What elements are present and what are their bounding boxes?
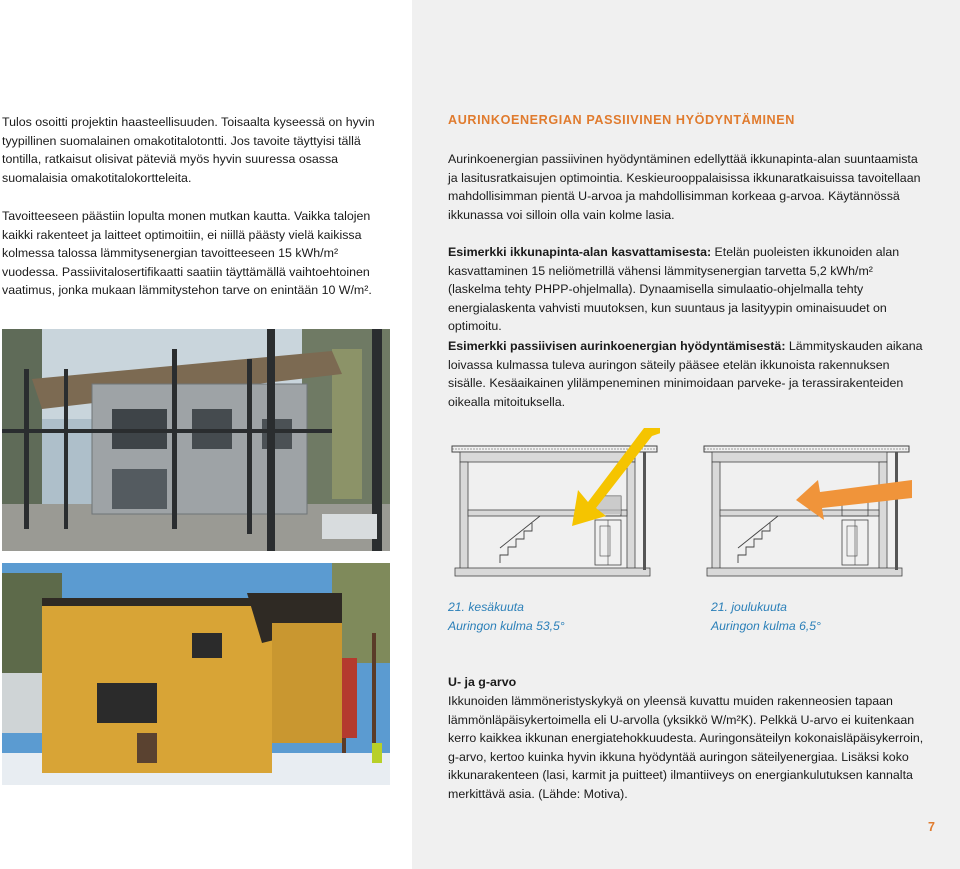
section-heading: AURINKOENERGIAN PASSIIVINEN HYÖDYNTÄMINEN — [448, 113, 795, 127]
winter-caption — [711, 598, 821, 636]
left-paragraph-2: Tavoitteeseen päästiin lopulta monen mutkan kautta. Vaikka talojen kaikki rakenteet ja laitteet optimoitiin, ei niillä päästy vielä kaikissa kolmessa talossa lämmitysenergian tavoitteeseen 15 kWh/m² vuodessa. Passiivitalosertifikaatti saatiin täyttämällä vaihtoehtoinen vaatimus, jonka mukaan lämmitystehon tarve on enintään 10 W/m². — [2, 209, 372, 297]
u-g-value-heading: U- ja g-arvo — [448, 675, 517, 689]
example-2-text: Lämmityskauden aikana loivassa kulmassa tuleva auringon säteily pääsee etelän ikkunoista rakennuksen sisälle. Kesäaikainen ylilämpeneminen minimoidaan parveke- ja terassirakenteiden oikealla mitoituksella. — [448, 339, 923, 409]
u-g-value-paragraph: Ikkunoiden lämmöneristyskykyä on yleensä kuvattu muiden rakenneosien tapaan lämmönläpäisykertoimella eli U-arvolla (yksikkö W/m²K). Pelkkä U-arvo ei kuitenkaan kerro kaikkea ikkunan energiatehokkuudesta. Auringonsäteilyn kokonaisläpäisykerroin, g-arvo, kertoo kuinka hyvin ikkuna hyödyntää auringon säteilyenergiaa. Lisäksi koko ikkunarakenteen (lasi, karmit ja puitteet) ilmantiiveys on energiankulutuksen kannalta merkittävä asia. (Lähde: Motiva). — [448, 694, 924, 801]
summer-caption-angle: Auringon kulma 53,5° — [448, 619, 565, 633]
left-paragraph-1: Tulos osoitti projektin haasteellisuuden. Toisaalta kyseessä on hyvin tyypillinen suomalainen omakotitalotontti. Jos tavoite täyttyisi tällä tontilla, ratkaisut olisivat päteviä myös hyvin suuressa osassa suomalaisia omakotitalokortteleita. — [2, 115, 375, 185]
winter-section-diagram — [702, 428, 912, 588]
summer-caption — [448, 598, 565, 636]
winter-caption-angle: Auringon kulma 6,5° — [711, 619, 821, 633]
construction-photo — [2, 329, 390, 551]
right-paragraph-example-1 — [448, 243, 926, 336]
right-paragraph-intro: Aurinkoenergian passiivinen hyödyntäminen edellyttää ikkunapinta-alan suuntaamista ja lasitusratkaisujen optimointia. Keskieurooppalaisissa ikkunaratkaisuissa tavoitellaan mahdollisimman pientä U-arvoa ja mahdollisimman korkeaa g-arvoa. Käytännössä ikkunassa voi silloin olla vain kolme lasia. — [448, 152, 921, 222]
right-paragraph-example-2 — [448, 337, 926, 411]
example-1-text: Etelän puoleisten ikkunoiden alan kasvattaminen 15 neliömetrillä vähensi lämmitysenergian tarvetta 5,2 kWh/m² (laskelma tehty PHPP-ohjelmalla). Dynaamisella simulaatio-ohjelmalla tehty energialaskenta vahvisti muutoksen, kun suuntaus ja lasityypin ominaisuudet on optimoitu. — [448, 245, 900, 333]
yellow-house-photo — [2, 563, 390, 785]
summer-caption-date: 21. kesäkuuta — [448, 600, 524, 614]
summer-section-diagram — [450, 428, 660, 588]
example-2-label: Esimerkki passiivisen aurinkoenergian hyödyntämisestä: — [448, 339, 786, 353]
example-1-label: Esimerkki ikkunapinta-alan kasvattamisesta: — [448, 245, 712, 259]
winter-caption-date: 21. joulukuuta — [711, 600, 787, 614]
page-number: 7 — [928, 820, 935, 834]
